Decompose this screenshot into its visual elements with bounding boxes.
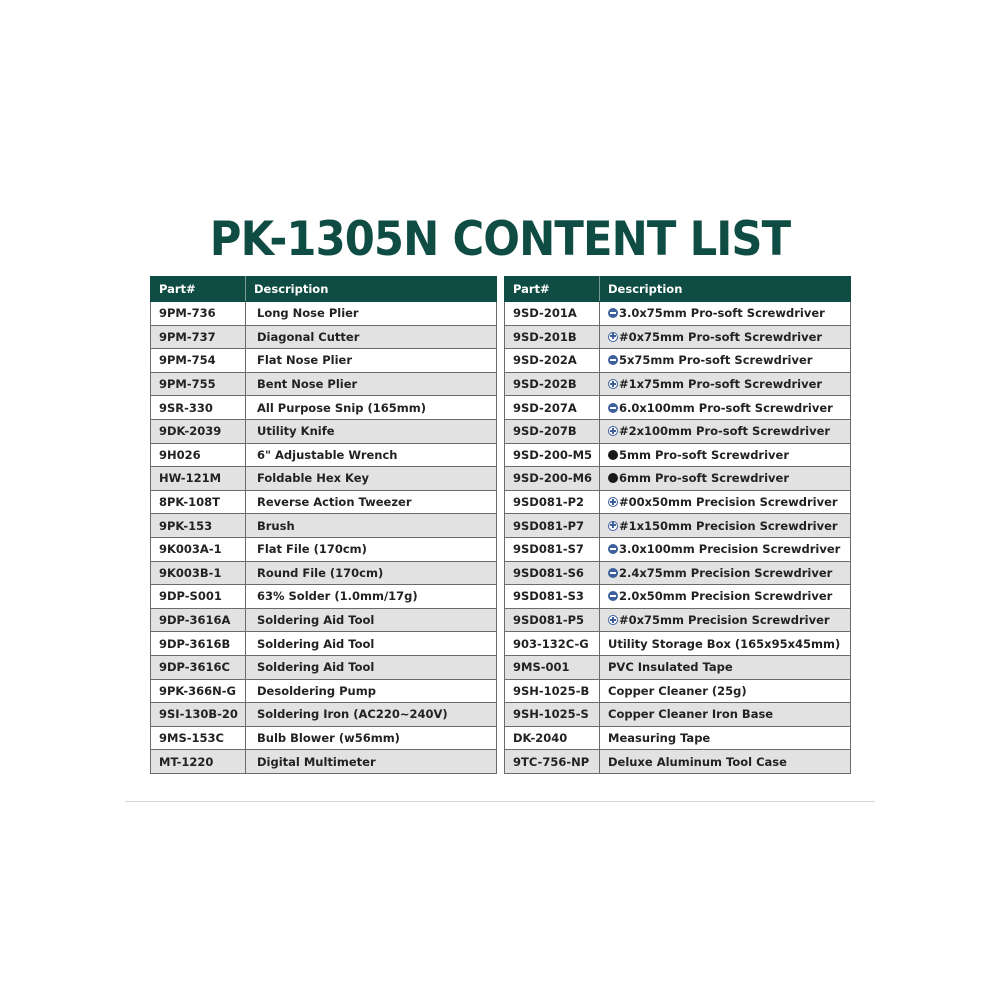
table-row — [505, 396, 851, 420]
phillips-screwdriver-icon — [608, 615, 618, 625]
part-number-cell: 9SD081-S6 — [505, 561, 600, 585]
part-column-header: Part# — [505, 277, 600, 302]
table-row — [505, 325, 851, 349]
part-number-cell: 9PM-754 — [151, 349, 246, 373]
description-text: Copper Cleaner (25g) — [608, 683, 747, 698]
part-number-cell: 9DK-2039 — [151, 419, 246, 443]
part-number-cell: 903-132C-G — [505, 632, 600, 656]
description-text: 5x75mm Pro-soft Screwdriver — [619, 353, 813, 368]
part-number-cell: 9SH-1025-S — [505, 703, 600, 727]
phillips-screwdriver-icon — [608, 426, 618, 436]
description-cell — [246, 419, 497, 443]
description-text: 6" Adjustable Wrench — [257, 447, 398, 462]
part-number-cell: 9PK-366N-G — [151, 679, 246, 703]
flat-screwdriver-icon — [608, 544, 618, 554]
description-cell — [600, 679, 851, 703]
description-cell — [600, 608, 851, 632]
description-cell — [600, 396, 851, 420]
part-number-cell: 9SD-201A — [505, 302, 600, 326]
description-text: 6mm Pro-soft Screwdriver — [619, 471, 790, 486]
part-number-cell: 9SI-130B-20 — [151, 703, 246, 727]
table-row — [151, 419, 497, 443]
table-row — [505, 419, 851, 443]
table-row — [505, 655, 851, 679]
description-cell — [600, 703, 851, 727]
description-cell — [246, 679, 497, 703]
table-row — [151, 655, 497, 679]
part-number-cell: 9SD081-S3 — [505, 585, 600, 609]
table-row — [151, 537, 497, 561]
description-cell — [600, 632, 851, 656]
description-text: Long Nose Plier — [257, 306, 359, 321]
description-cell — [246, 703, 497, 727]
table-row — [151, 372, 497, 396]
table-row — [505, 632, 851, 656]
part-number-cell: 9K003B-1 — [151, 561, 246, 585]
description-cell — [600, 490, 851, 514]
description-text: Soldering Aid Tool — [257, 660, 375, 675]
table-row — [151, 490, 497, 514]
flat-screwdriver-icon — [608, 568, 618, 578]
description-text: Soldering Aid Tool — [257, 636, 375, 651]
part-number-cell: 9SD-201B — [505, 325, 600, 349]
table-row — [151, 467, 497, 491]
description-text: Reverse Action Tweezer — [257, 495, 412, 510]
table-row — [151, 443, 497, 467]
description-text: 6.0x100mm Pro-soft Screwdriver — [619, 400, 833, 415]
description-text: Digital Multimeter — [257, 754, 376, 769]
description-text: Foldable Hex Key — [257, 471, 370, 486]
part-column-header: Part# — [151, 277, 246, 302]
part-number-cell: 9MS-001 — [505, 655, 600, 679]
hex-screwdriver-icon — [608, 473, 618, 483]
part-number-cell: 8PK-108T — [151, 490, 246, 514]
description-cell — [246, 608, 497, 632]
description-text: Soldering Iron (AC220~240V) — [257, 707, 448, 722]
table-row — [505, 726, 851, 750]
part-number-cell: 9PM-737 — [151, 325, 246, 349]
description-cell — [246, 372, 497, 396]
description-cell — [246, 490, 497, 514]
description-text: 63% Solder (1.0mm/17g) — [257, 589, 418, 604]
description-cell — [246, 349, 497, 373]
description-text: Brush — [257, 518, 295, 533]
part-number-cell: 9SD-200-M5 — [505, 443, 600, 467]
part-number-cell: DK-2040 — [505, 726, 600, 750]
description-cell — [246, 655, 497, 679]
part-number-cell: HW-121M — [151, 467, 246, 491]
description-text: Utility Knife — [257, 424, 335, 439]
description-cell — [246, 396, 497, 420]
phillips-screwdriver-icon — [608, 332, 618, 342]
table-row — [505, 490, 851, 514]
description-text: All Purpose Snip (165mm) — [257, 400, 426, 415]
divider — [125, 801, 875, 802]
description-text: PVC Insulated Tape — [608, 660, 733, 675]
description-cell — [600, 325, 851, 349]
part-number-cell: 9SD-200-M6 — [505, 467, 600, 491]
part-number-cell: 9SD-202B — [505, 372, 600, 396]
content-table-left — [150, 276, 497, 774]
description-cell — [600, 467, 851, 491]
table-row — [151, 726, 497, 750]
description-text: Flat Nose Plier — [257, 353, 353, 368]
description-cell — [246, 514, 497, 538]
description-text: Utility Storage Box (165x95x45mm) — [608, 636, 841, 651]
table-row — [151, 585, 497, 609]
description-text: 3.0x100mm Precision Screwdriver — [619, 542, 841, 557]
part-number-cell: 9SD081-P7 — [505, 514, 600, 538]
table-row — [505, 679, 851, 703]
part-number-cell: 9SD-207A — [505, 396, 600, 420]
part-number-cell: 9SD-207B — [505, 419, 600, 443]
hex-screwdriver-icon — [608, 450, 618, 460]
table-row — [505, 443, 851, 467]
part-number-cell: 9SH-1025-B — [505, 679, 600, 703]
flat-screwdriver-icon — [608, 591, 618, 601]
table-header-row — [151, 277, 497, 302]
table-row — [151, 302, 497, 326]
table-row — [151, 679, 497, 703]
table-header-row — [505, 277, 851, 302]
description-cell — [600, 302, 851, 326]
table-row — [151, 325, 497, 349]
part-number-cell: 9DP-3616A — [151, 608, 246, 632]
description-text: Measuring Tape — [608, 730, 711, 745]
description-text: Round File (170cm) — [257, 565, 384, 580]
description-text: 2.4x75mm Precision Screwdriver — [619, 565, 833, 580]
description-cell — [600, 561, 851, 585]
phillips-screwdriver-icon — [608, 379, 618, 389]
table-row — [505, 750, 851, 774]
table-row — [151, 349, 497, 373]
part-number-cell: 9PM-736 — [151, 302, 246, 326]
part-number-cell: 9MS-153C — [151, 726, 246, 750]
table-row — [151, 514, 497, 538]
part-number-cell: 9PM-755 — [151, 372, 246, 396]
description-text: #0x75mm Pro-soft Screwdriver — [619, 329, 823, 344]
description-cell — [600, 537, 851, 561]
table-row — [505, 302, 851, 326]
table-row — [505, 514, 851, 538]
description-text: #00x50mm Precision Screwdriver — [619, 495, 838, 510]
table-row — [151, 750, 497, 774]
page-title: PK-1305N CONTENT LIST — [209, 212, 791, 267]
part-number-cell: 9H026 — [151, 443, 246, 467]
part-number-cell: 9PK-153 — [151, 514, 246, 538]
description-cell — [600, 372, 851, 396]
part-number-cell: 9DP-3616C — [151, 655, 246, 679]
table-row — [505, 703, 851, 727]
table-row — [151, 703, 497, 727]
part-number-cell: 9TC-756-NP — [505, 750, 600, 774]
description-text: Copper Cleaner Iron Base — [608, 707, 774, 722]
flat-screwdriver-icon — [608, 308, 618, 318]
description-cell — [600, 585, 851, 609]
description-text: #1x150mm Precision Screwdriver — [619, 518, 838, 533]
part-number-cell: 9SD081-P5 — [505, 608, 600, 632]
description-cell — [600, 655, 851, 679]
description-text: Diagonal Cutter — [257, 329, 360, 344]
description-text: #2x100mm Pro-soft Screwdriver — [619, 424, 831, 439]
description-text: Bent Nose Plier — [257, 377, 358, 392]
description-cell — [600, 443, 851, 467]
table-row — [505, 608, 851, 632]
table-row — [151, 561, 497, 585]
description-column-header: Description — [246, 277, 497, 302]
flat-screwdriver-icon — [608, 355, 618, 365]
description-text: Deluxe Aluminum Tool Case — [608, 754, 787, 769]
description-text: Bulb Blower (w56mm) — [257, 730, 400, 745]
description-cell — [246, 750, 497, 774]
description-cell — [246, 467, 497, 491]
description-cell — [600, 349, 851, 373]
description-cell — [246, 325, 497, 349]
part-number-cell: 9SD081-P2 — [505, 490, 600, 514]
description-text: Desoldering Pump — [257, 683, 376, 698]
description-cell — [246, 726, 497, 750]
content-table-right — [504, 276, 851, 774]
part-number-cell: 9SD-202A — [505, 349, 600, 373]
description-cell — [600, 419, 851, 443]
part-number-cell: 9DP-3616B — [151, 632, 246, 656]
table-row — [151, 632, 497, 656]
table-row — [505, 372, 851, 396]
phillips-screwdriver-icon — [608, 521, 618, 531]
description-cell — [246, 585, 497, 609]
table-row — [505, 537, 851, 561]
description-text: #1x75mm Pro-soft Screwdriver — [619, 377, 823, 392]
description-cell — [246, 302, 497, 326]
flat-screwdriver-icon — [608, 403, 618, 413]
phillips-screwdriver-icon — [608, 497, 618, 507]
description-text: Flat File (170cm) — [257, 542, 367, 557]
description-column-header: Description — [600, 277, 851, 302]
description-cell — [246, 632, 497, 656]
table-row — [151, 396, 497, 420]
table-row — [151, 608, 497, 632]
description-cell — [600, 750, 851, 774]
part-number-cell: 9SD081-S7 — [505, 537, 600, 561]
description-text: Soldering Aid Tool — [257, 613, 375, 628]
description-text: 2.0x50mm Precision Screwdriver — [619, 589, 833, 604]
table-row — [505, 349, 851, 373]
description-cell — [246, 537, 497, 561]
description-text: 5mm Pro-soft Screwdriver — [619, 447, 790, 462]
part-number-cell: 9K003A-1 — [151, 537, 246, 561]
part-number-cell: MT-1220 — [151, 750, 246, 774]
description-cell — [246, 561, 497, 585]
description-text: 3.0x75mm Pro-soft Screwdriver — [619, 306, 825, 321]
description-text: #0x75mm Precision Screwdriver — [619, 613, 830, 628]
description-cell — [600, 726, 851, 750]
part-number-cell: 9SR-330 — [151, 396, 246, 420]
table-row — [505, 561, 851, 585]
description-cell — [246, 443, 497, 467]
description-cell — [600, 514, 851, 538]
table-row — [505, 585, 851, 609]
table-row — [505, 467, 851, 491]
part-number-cell: 9DP-S001 — [151, 585, 246, 609]
